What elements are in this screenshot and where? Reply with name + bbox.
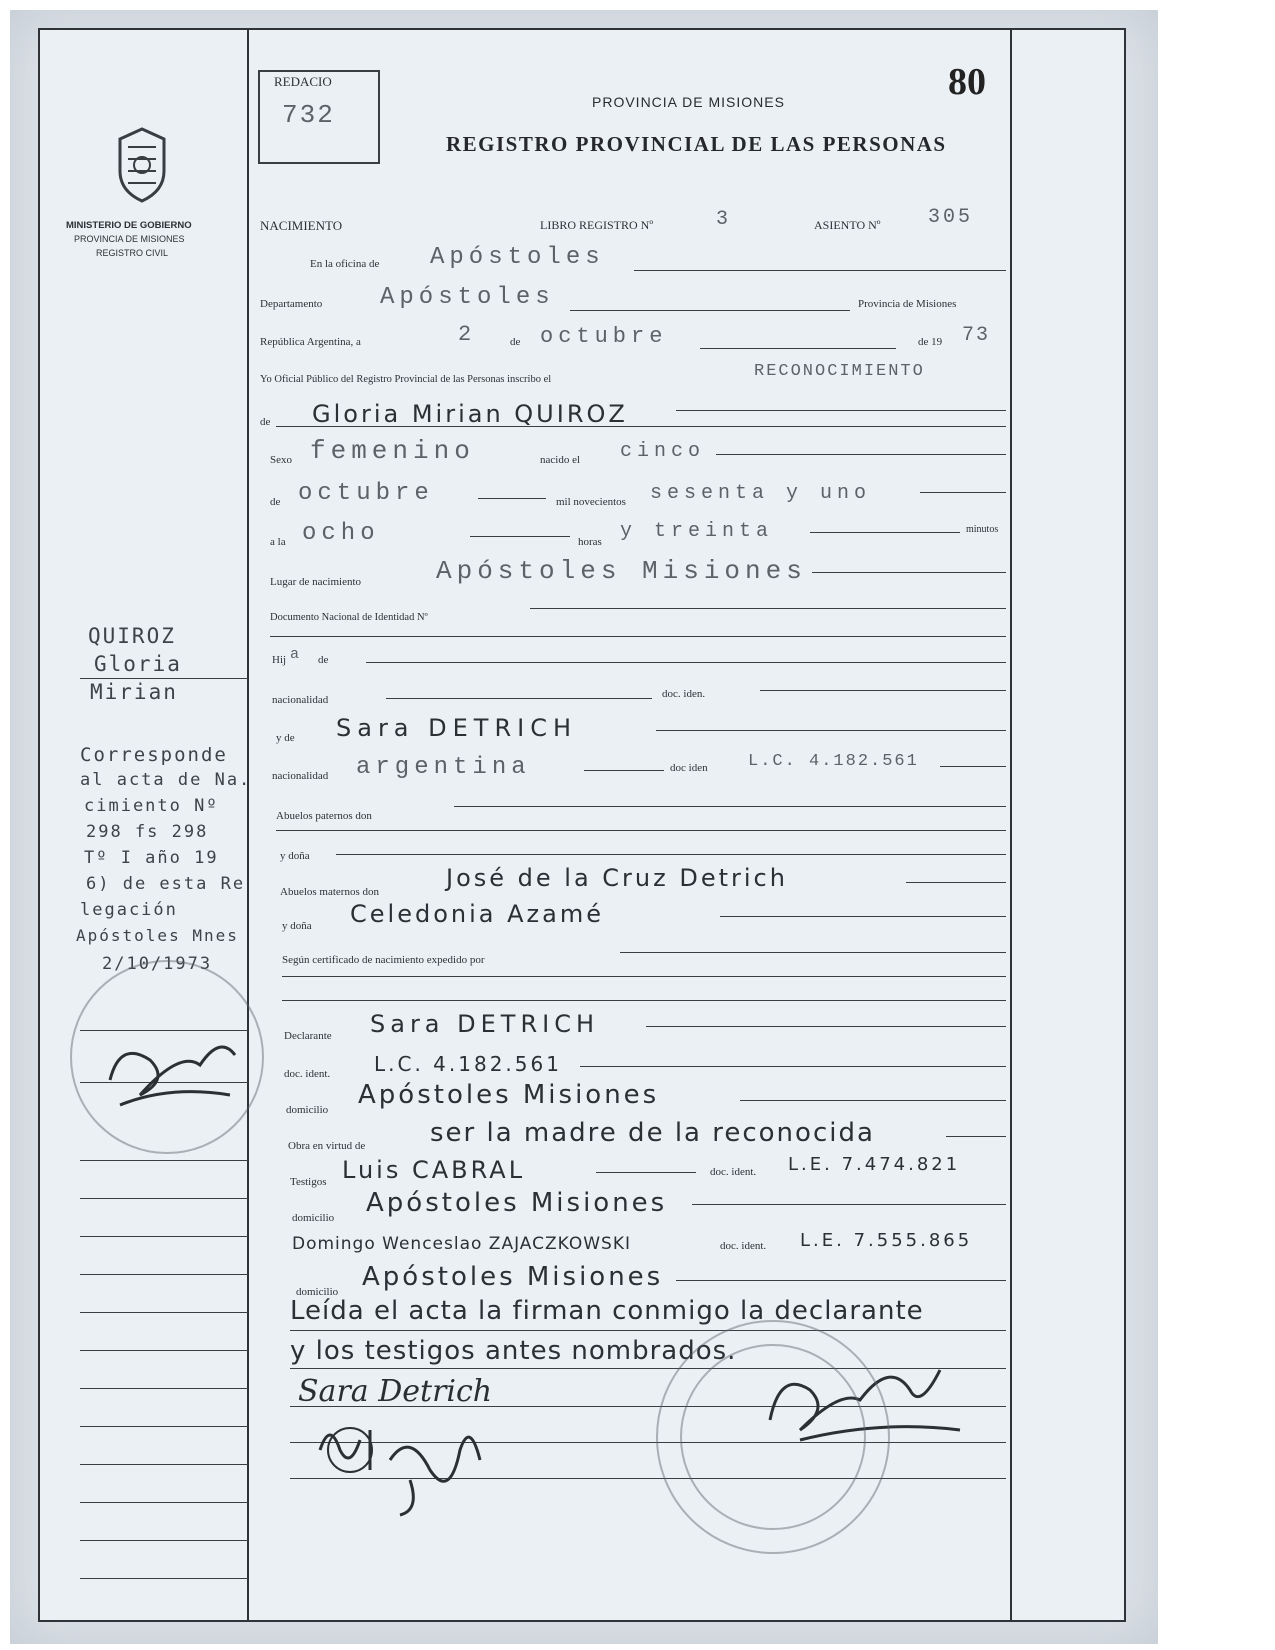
witness2-doc-label: doc. ident. — [720, 1240, 767, 1252]
father-nationality-label: nacionalidad — [272, 694, 329, 706]
left-column-divider — [247, 30, 249, 1620]
minutes-value: y treinta — [620, 520, 774, 543]
month-de-label: de — [510, 336, 521, 348]
mother-name: Sara DETRICH — [336, 714, 578, 742]
hours-label: horas — [578, 536, 602, 548]
margin-note-line-9: 6) de esta Re — [86, 874, 246, 894]
birthplace-value: Apóstoles Misiones — [436, 556, 807, 586]
margin-note-line-5: al acta de Na. — [80, 770, 252, 790]
witness2-address-label: domicilio — [296, 1286, 339, 1298]
mother-doc-value: L.C. 4.182.561 — [748, 752, 919, 771]
margin-note-line-3: Mirian — [90, 680, 178, 704]
province-emblem — [112, 125, 172, 205]
round-seal-inner — [680, 1344, 866, 1530]
child-of-de-label: de — [318, 654, 329, 666]
emblem-province: PROVINCIA DE MISIONES — [74, 234, 185, 244]
at-label: a la — [270, 536, 286, 548]
year-value: 73 — [962, 324, 991, 347]
father-doc-label: doc. iden. — [662, 688, 706, 700]
day-value: 2 — [458, 322, 477, 347]
department-value: Apóstoles — [380, 284, 555, 311]
witness1-address-label: domicilio — [292, 1212, 335, 1224]
birth-year-value: sesenta y uno — [650, 482, 872, 505]
maternal-grandfather-label: Abuelos maternos don — [280, 886, 379, 898]
office-value: Apóstoles — [430, 244, 605, 271]
mother-label: y de — [276, 732, 295, 744]
province-label: Provincia de Misiones — [858, 298, 957, 310]
birthplace-label: Lugar de nacimiento — [270, 576, 362, 588]
republic-label: República Argentina, a — [260, 336, 361, 348]
declarant-name: Sara DETRICH — [370, 1010, 600, 1038]
birth-label: NACIMIENTO — [260, 218, 343, 233]
file-number-value: 732 — [282, 100, 335, 130]
paternal-grandmother-label: y doña — [280, 850, 310, 862]
mother-doc-label: doc iden — [670, 762, 708, 774]
department-label: Departamento — [260, 298, 323, 310]
national-id-label: Documento Nacional de Identidad Nº — [270, 612, 428, 623]
thousand-label: mil novecientos — [556, 496, 626, 508]
emblem-ministry: MINISTERIO DE GOBIERNO — [66, 220, 192, 231]
officer-value: RECONOCIMIENTO — [754, 362, 925, 381]
margin-note-line-12: 2/10/1973 — [102, 954, 213, 974]
margin-note-line-2: Gloria — [94, 652, 182, 676]
year-label: de 19 — [918, 336, 943, 348]
witness1-doc-label: doc. ident. — [710, 1166, 757, 1178]
witness2-doc-value: L.E. 7.555.865 — [800, 1230, 973, 1251]
page-number: 80 — [948, 61, 986, 103]
mother-nationality-value: argentina — [356, 754, 531, 781]
certificate-label: Según certificado de nacimiento expedido por — [282, 954, 485, 966]
margin-note-line-4: Corresponde — [80, 744, 228, 766]
declarant-doc-label: doc. ident. — [284, 1068, 331, 1080]
office-label: En la oficina de — [310, 258, 380, 270]
province-heading: PROVINCIA DE MISIONES — [592, 94, 785, 110]
closing-line-1: Leída el acta la firman conmigo la declarante — [290, 1296, 924, 1326]
birth-month-de-label: de — [270, 496, 281, 508]
entry-label: ASIENTO Nº — [814, 218, 881, 232]
month-value: octubre — [540, 324, 668, 349]
witness2-address-value: Apóstoles Misiones — [362, 1262, 664, 1292]
child-of-label: Hij — [272, 654, 287, 666]
maternal-grandfather-value: José de la Cruz Detrich — [446, 864, 788, 892]
closing-line-2: y los testigos antes nombrados. — [290, 1336, 737, 1366]
margin-note-line-1: QUIROZ — [88, 624, 176, 648]
registered-name: Gloria Mirian QUIROZ — [312, 400, 628, 428]
declarant-label: Declarante — [284, 1030, 332, 1042]
witness2-name: Domingo Wenceslao ZAJACZKOWSKI — [292, 1234, 631, 1254]
book-label: LIBRO REGISTRO Nº — [540, 218, 654, 232]
declarant-address-value: Apóstoles Misiones — [358, 1080, 660, 1110]
name-de-label: de — [260, 416, 271, 428]
reason-label: Obra en virtud de — [288, 1140, 366, 1152]
registry-title: REGISTRO PROVINCIAL DE LAS PERSONAS — [446, 132, 947, 156]
declarant-address-label: domicilio — [286, 1104, 329, 1116]
right-edge-line — [1010, 30, 1012, 1620]
witness-signatures-graphic — [310, 1410, 530, 1520]
maternal-grandmother-value: Celedonia Azamé — [350, 900, 604, 928]
margin-note-line-6: cimiento Nº — [84, 796, 219, 816]
margin-note-line-8: Tº I año 19 — [84, 848, 219, 868]
hour-value: ocho — [302, 520, 380, 547]
margin-note-line-7: 298 fs 298 — [86, 822, 209, 842]
registry-page — [38, 28, 1126, 1622]
sex-label: Sexo — [270, 454, 292, 466]
witnesses-label: Testigos — [290, 1176, 327, 1188]
witness1-name: Luis CABRAL — [342, 1156, 526, 1184]
minutes-label: minutos — [966, 524, 999, 535]
witness1-address-value: Apóstoles Misiones — [366, 1188, 668, 1218]
margin-note-line-11: Apóstoles Mnes — [76, 926, 239, 945]
declarant-signature: Sara Detrich — [298, 1374, 493, 1409]
declarant-doc-value: L.C. 4.182.561 — [374, 1052, 562, 1076]
margin-note-line-10: legación — [80, 900, 178, 920]
witness1-doc-value: L.E. 7.474.821 — [788, 1154, 961, 1175]
sex-value: femenino — [310, 436, 475, 466]
maternal-grandmother-label: y doña — [282, 920, 312, 932]
emblem-civil-registry: REGISTRO CIVIL — [96, 248, 169, 258]
birth-month-value: octubre — [298, 480, 434, 507]
paternal-grandparents-label: Abuelos paternos don — [276, 810, 372, 822]
born-label: nacido el — [540, 454, 581, 466]
child-of-suffix: a — [290, 646, 305, 663]
entry-value: 305 — [928, 206, 974, 229]
officer-label: Yo Oficial Público del Registro Provincial de las Personas inscribo el — [260, 374, 552, 385]
file-number-label: REDACIO — [274, 74, 332, 89]
reason-value: ser la madre de la reconocida — [430, 1118, 875, 1148]
margin-signature-graphic — [90, 1010, 250, 1120]
born-day-value: cinco — [620, 440, 706, 463]
file-number-box — [258, 70, 380, 164]
book-value: 3 — [716, 208, 734, 231]
mother-nationality-label: nacionalidad — [272, 770, 329, 782]
